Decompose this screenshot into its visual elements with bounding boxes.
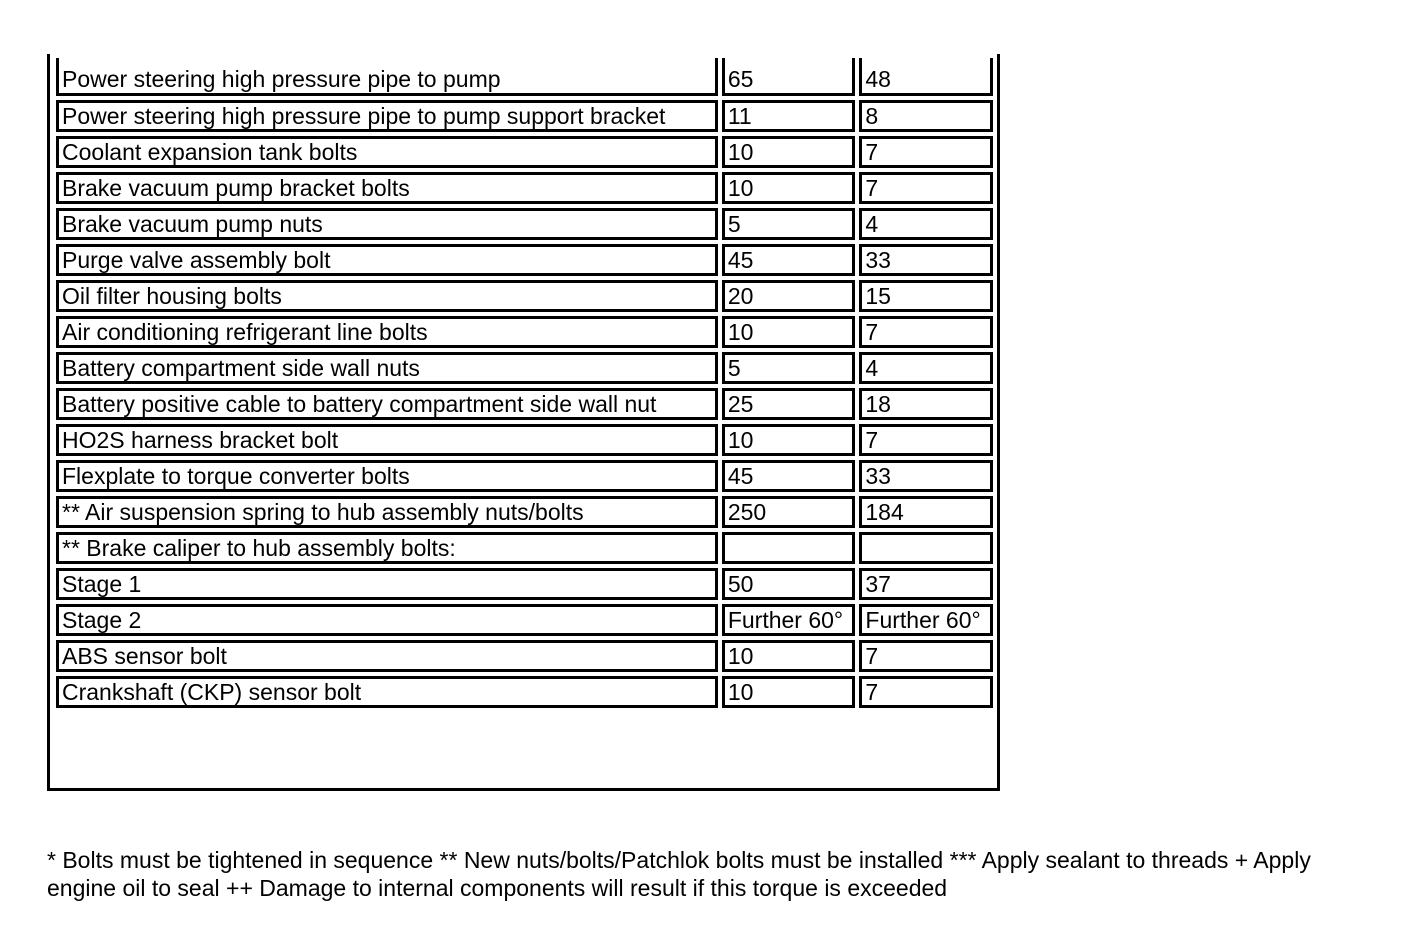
lbft-value-cell: 8	[859, 100, 993, 132]
description-cell: ** Air suspension spring to hub assembly nuts/bolts	[56, 496, 718, 528]
nm-value-cell: 10	[722, 316, 856, 348]
description-cell: Oil filter housing bolts	[56, 280, 718, 312]
lbft-value-cell: 7	[859, 424, 993, 456]
table-row	[56, 388, 993, 420]
lbft-value-cell: 37	[859, 568, 993, 600]
nm-value-cell: 20	[722, 280, 856, 312]
lbft-value-cell: 15	[859, 280, 993, 312]
table-row	[56, 136, 993, 168]
table-row	[56, 532, 993, 564]
description-cell: Flexplate to torque converter bolts	[56, 460, 718, 492]
lbft-value-cell: 7	[859, 316, 993, 348]
table-row	[56, 244, 993, 276]
nm-value-cell: 45	[722, 460, 856, 492]
nm-value-cell	[722, 532, 856, 564]
table-row	[56, 316, 993, 348]
lbft-value-cell: 33	[859, 460, 993, 492]
description-cell: Brake vacuum pump bracket bolts	[56, 172, 718, 204]
torque-table-body	[56, 58, 993, 708]
lbft-value-cell: 184	[859, 496, 993, 528]
table-row	[56, 352, 993, 384]
nm-value-cell: 11	[722, 100, 856, 132]
description-cell: Power steering high pressure pipe to pump	[56, 58, 718, 96]
description-cell: Crankshaft (CKP) sensor bolt	[56, 676, 718, 708]
description-cell: Brake vacuum pump nuts	[56, 208, 718, 240]
lbft-value-cell: 33	[859, 244, 993, 276]
table-row	[56, 280, 993, 312]
nm-value-cell: 10	[722, 640, 856, 672]
lbft-value-cell: 4	[859, 208, 993, 240]
description-cell: Battery compartment side wall nuts	[56, 352, 718, 384]
table-row	[56, 100, 993, 132]
footnote: * Bolts must be tightened in sequence ** New nuts/bolts/Patchlok bolts must be installed *** Apply sealant to threads + Apply engine oil to seal ++ Damage to internal components will result if this torque is exceeded	[47, 847, 1311, 901]
description-cell: ABS sensor bolt	[56, 640, 718, 672]
nm-value-cell: 5	[722, 208, 856, 240]
table-row	[56, 604, 993, 636]
table-row	[56, 460, 993, 492]
nm-value-cell: 50	[722, 568, 856, 600]
lbft-value-cell: 18	[859, 388, 993, 420]
nm-value-cell: Further 60°	[722, 604, 856, 636]
torque-table	[52, 54, 997, 712]
table-row	[56, 640, 993, 672]
description-cell: ** Brake caliper to hub assembly bolts:	[56, 532, 718, 564]
nm-value-cell: 10	[722, 136, 856, 168]
table-row	[56, 58, 993, 96]
lbft-value-cell	[859, 532, 993, 564]
description-cell: HO2S harness bracket bolt	[56, 424, 718, 456]
description-cell: Stage 1	[56, 568, 718, 600]
description-cell: Stage 2	[56, 604, 718, 636]
nm-value-cell: 10	[722, 676, 856, 708]
lbft-value-cell: 48	[859, 58, 993, 96]
torque-specification-table	[47, 54, 1000, 791]
lbft-value-cell: Further 60°	[859, 604, 993, 636]
nm-value-cell: 10	[722, 424, 856, 456]
description-cell: Air conditioning refrigerant line bolts	[56, 316, 718, 348]
nm-value-cell: 65	[722, 58, 856, 96]
description-cell: Battery positive cable to battery compartment side wall nut	[56, 388, 718, 420]
table-row	[56, 424, 993, 456]
nm-value-cell: 250	[722, 496, 856, 528]
nm-value-cell: 10	[722, 172, 856, 204]
nm-value-cell: 5	[722, 352, 856, 384]
lbft-value-cell: 7	[859, 676, 993, 708]
description-cell: Power steering high pressure pipe to pump support bracket	[56, 100, 718, 132]
lbft-value-cell: 7	[859, 136, 993, 168]
table-row	[56, 568, 993, 600]
lbft-value-cell: 7	[859, 640, 993, 672]
description-cell: Purge valve assembly bolt	[56, 244, 718, 276]
lbft-value-cell: 4	[859, 352, 993, 384]
table-row	[56, 496, 993, 528]
table-row	[56, 208, 993, 240]
table-row	[56, 676, 993, 708]
description-cell: Coolant expansion tank bolts	[56, 136, 718, 168]
nm-value-cell: 25	[722, 388, 856, 420]
nm-value-cell: 45	[722, 244, 856, 276]
table-row	[56, 172, 993, 204]
lbft-value-cell: 7	[859, 172, 993, 204]
